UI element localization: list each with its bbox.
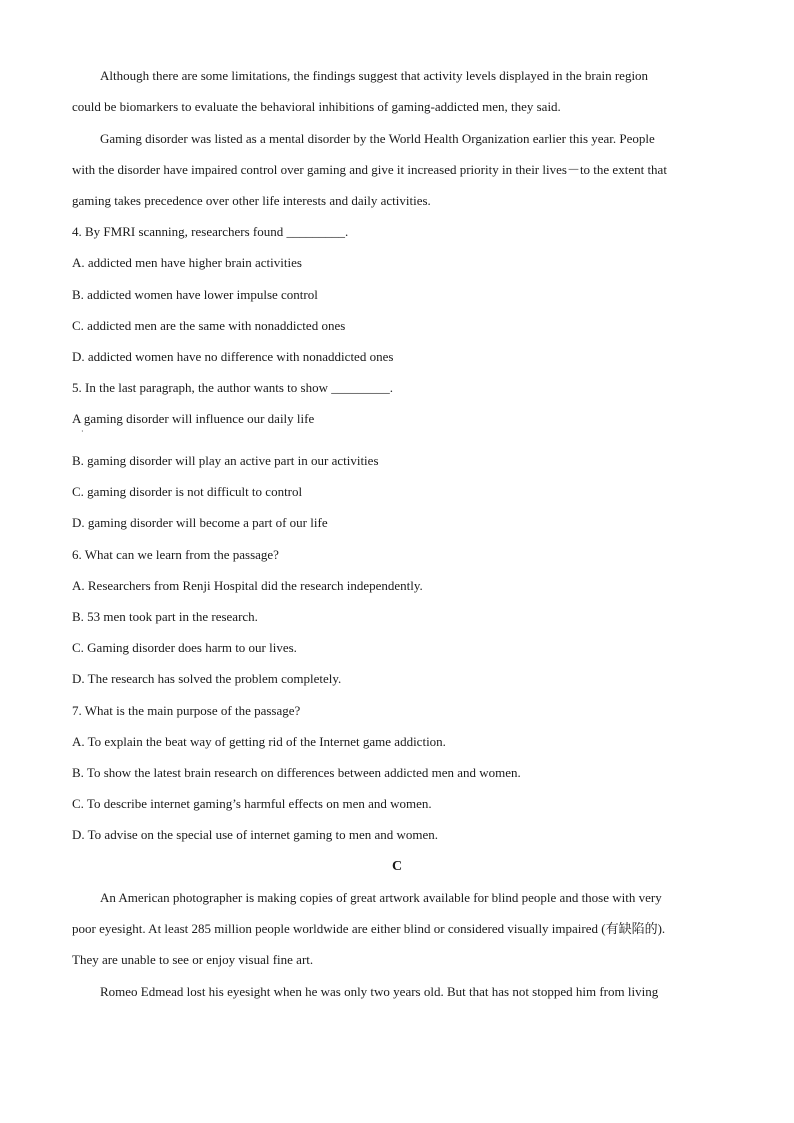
question-stem: 5. In the last paragraph, the author wants to show _________.	[72, 380, 393, 395]
question-stem: 6. What can we learn from the passage?	[72, 547, 279, 562]
answer-option: D. The research has solved the problem completely.	[72, 671, 342, 686]
paragraph-line: could be biomarkers to evaluate the behavioral inhibitions of gaming-addicted men, they said.	[72, 99, 561, 114]
answer-option: B. gaming disorder will play an active part in our activities	[72, 453, 379, 468]
answer-option: B. 53 men took part in the research.	[72, 609, 258, 624]
answer-option: D. To advise on the special use of internet gaming to men and women.	[72, 827, 439, 842]
paragraph-line: poor eyesight. At least 285 million people worldwide are either blind or considered visually impaired (有缺陷的).	[72, 921, 666, 936]
question-stem: 7. What is the main purpose of the passage?	[72, 703, 301, 718]
answer-option: C. addicted men are the same with nonaddicted ones	[72, 318, 346, 333]
answer-option: B. addicted women have lower impulse control	[72, 287, 318, 302]
answer-option: A. Researchers from Renji Hospital did the research independently.	[72, 578, 423, 593]
answer-option: B. To show the latest brain research on differences between addicted men and women.	[72, 765, 521, 780]
paragraph-line: Although there are some limitations, the findings suggest that activity levels displayed in the brain region	[100, 68, 649, 83]
answer-option: D. gaming disorder will become a part of our life	[72, 515, 328, 530]
paragraph-line: Romeo Edmead lost his eyesight when he was only two years old. But that has not stopped him from living	[100, 984, 659, 999]
section-heading: C	[391, 859, 403, 874]
answer-option: A. addicted men have higher brain activities	[72, 255, 302, 270]
paragraph-line: with the disorder have impaired control over gaming and give it increased priority in their lives－to the extent that	[72, 162, 667, 177]
answer-option: C. gaming disorder is not difficult to control	[72, 484, 303, 499]
paragraph-line: gaming takes precedence over other life interests and daily activities.	[72, 193, 431, 208]
paragraph-line: They are unable to see or enjoy visual fine art.	[72, 952, 314, 967]
answer-option: C. Gaming disorder does harm to our lives.	[72, 640, 297, 655]
answer-option: D. addicted women have no difference with nonaddicted ones	[72, 349, 394, 364]
paragraph-line: Gaming disorder was listed as a mental disorder by the World Health Organization earlier this year. People	[100, 131, 655, 146]
answer-option: A. To explain the beat way of getting rid of the Internet game addiction.	[72, 734, 446, 749]
stray-dot-mark: ·	[81, 427, 84, 436]
answer-option: C. To describe internet gaming’s harmful effects on men and women.	[72, 796, 432, 811]
question-stem: 4. By FMRI scanning, researchers found _________.	[72, 224, 349, 239]
paragraph-line: An American photographer is making copies of great artwork available for blind people and those with very	[100, 890, 662, 905]
answer-option: A gaming disorder will influence our daily life	[72, 411, 315, 426]
